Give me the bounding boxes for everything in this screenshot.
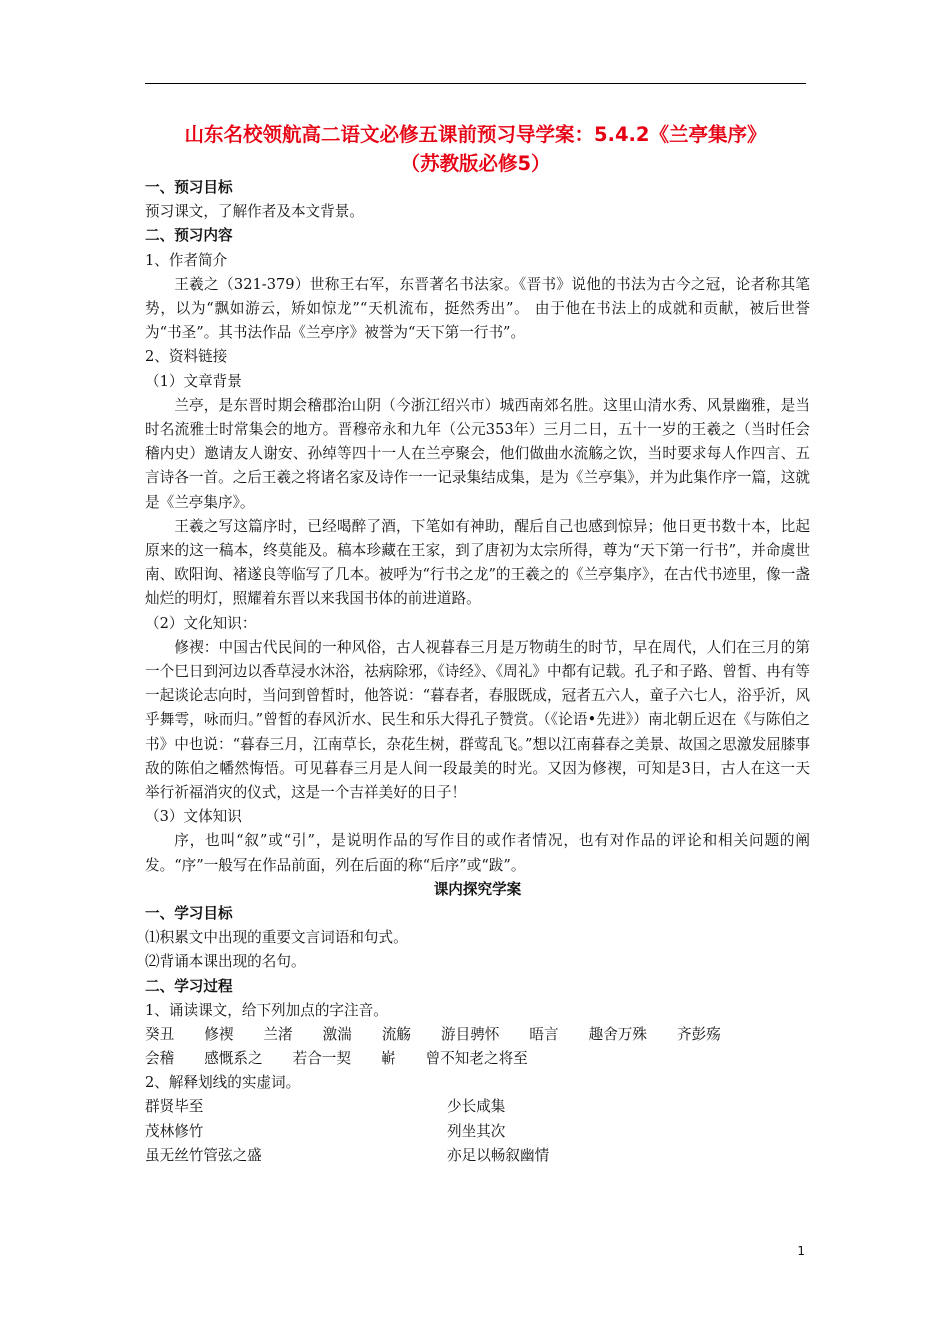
word-item: 会稽: [145, 1050, 175, 1068]
header-rule: [145, 83, 806, 84]
section-heading: 一、预习目标: [145, 179, 233, 196]
subheading: （2）文化知识：: [145, 614, 257, 632]
list-item: ⑴积累文中出现的重要文言词语和句式。: [145, 929, 408, 947]
word-item: 修禊: [204, 1025, 234, 1043]
word-item: 嶄: [380, 1050, 396, 1068]
word-item: 亦足以畅叙幽情: [447, 1146, 550, 1164]
word-item: 列坐其次: [447, 1122, 506, 1140]
word-row: [145, 1120, 810, 1144]
section-heading: 二、学习过程: [145, 977, 233, 995]
word-item: 茂林修竹: [145, 1122, 204, 1140]
question: 2、解释划线的实虚词。: [145, 1074, 301, 1092]
word-item: 少长咸集: [447, 1098, 506, 1116]
paragraph: 王羲之（321-379）世称王右军，东晋著名书法家。《晋书》说他的书法为古今之冠，论者称其笔势，以为“飘如游云，矫如惊龙”“天机流布，挺然秀出”。 由于他在书法上的成就和贡献，被后世誉为“书圣”。其书法作品《兰亭序》被誉为“天下第一行书”。: [145, 275, 810, 342]
paragraph: 王羲之写这篇序时，已经喝醉了酒，下笔如有神助，醒后自己也感到惊异；他日更书数十本，比起原来的这一稿本，终莫能及。稿本珍藏在王家，到了唐初为太宗所得，尊为“天下第一行书”，并命虞世南、欧阳询、褚遂良等临写了几本。被呼为“行书之龙”的王羲之的《兰亭集序》，在古代书迹里，像一盏灿烂的明灯，照耀着东晋以来我国书体的前进道路。: [145, 517, 810, 608]
page-subtitle: （苏教版必修5）: [400, 152, 551, 175]
word-item: 癸丑: [145, 1025, 175, 1043]
pinyin-row: [145, 1023, 810, 1047]
word-item: 激湍: [322, 1025, 352, 1043]
word-row: [145, 1095, 810, 1119]
page-title: 山东名校领航高二语文必修五课前预习导学案：5.4.2《兰亭集序》: [184, 123, 767, 146]
page-number: 1: [797, 1244, 805, 1258]
section-heading: 一、学习目标: [145, 904, 233, 922]
section-heading: 二、预习内容: [145, 227, 233, 245]
word-item: 群贤毕至: [145, 1098, 204, 1116]
document-body: [145, 176, 810, 1168]
paragraph: 修禊：中国古代民间的一种风俗，古人视暮春三月是万物萌生的时节，早在周代，人们在三月的第一个巳日到河边以香草浸水沐浴，祛病除邪，《诗经》、《周礼》中都有记载。孔子和子路、曾皙、冉有等一起谈论志向时，当问到曾皙时，他答说：“暮春者，春服既成，冠者五六人，童子六七人，浴乎沂，风乎舞雩，咏而归。”曾皙的春风沂水、民生和乐大得孔子赞赏。（《论语•先进》）南北朝丘迟在《与陈伯之书》中也说：“暮春三月，江南草长，杂花生树，群莺乱飞。”想以江南暮春之美景、故国之思激发屈膝事敌的陈伯之幡然悔悟。可见暮春三月是人间一段最美的时光。又因为修禊，可知是3日，古人在这一天举行祈福消灾的仪式，这是一个吉祥美好的日子！: [145, 638, 810, 801]
paragraph: 序，也叫“叙”或“引”，是说明作品的写作目的或作者情况，也有对作品的评论和相关问题的阐发。“序”一般写在作品前面，列在后面的称“后序”或“跋”。: [145, 832, 810, 874]
question: 1、诵读课文，给下列加点的字注音。: [145, 1001, 388, 1019]
subheading: （3）文体知识: [145, 808, 242, 826]
word-item: 游目骋怀: [441, 1025, 500, 1043]
paragraph: 预习课文，了解作者及本文背景。: [145, 203, 364, 221]
word-item: 晤言: [529, 1025, 559, 1043]
word-item: 兰渚: [263, 1025, 293, 1043]
list-item: ⑵背诵本课出现的名句。: [145, 953, 306, 971]
subheading: 2、资料链接: [145, 348, 228, 366]
word-item: 流觞: [381, 1025, 412, 1043]
subheading: 1、作者简介: [145, 251, 228, 269]
word-item: 趣舍万殊: [588, 1025, 647, 1043]
section-title: 课内探究学案: [433, 880, 522, 898]
word-item: 虽无丝竹管弦之盛: [145, 1146, 262, 1164]
subheading: （1）文章背景: [145, 372, 242, 390]
word-item: 若合一契: [292, 1050, 351, 1068]
word-item: 感慨系之: [204, 1050, 263, 1068]
word-item: 齐彭殇: [677, 1025, 721, 1043]
pinyin-row: [145, 1047, 810, 1071]
paragraph: 兰亭，是东晋时期会稽郡治山阴（今浙江绍兴市）城西南郊名胜。这里山清水秀、风景幽雅，是当时名流雅士时常集会的地方。晋穆帝永和九年（公元353年）三月二日，五十一岁的王羲之（当时任会稽内史）邀请友人谢安、孙绰等四十一人在兰亭聚会，他们做曲水流觞之饮，当时要求每人作四言、五言诗各一首。之后王羲之将诸名家及诗作一一记录集结成集，是为《兰亭集》，并为此集作序一篇，这就是《兰亭集序》。: [145, 396, 810, 511]
word-item: 曾不知老之将至: [425, 1050, 528, 1068]
word-row: [145, 1144, 810, 1168]
